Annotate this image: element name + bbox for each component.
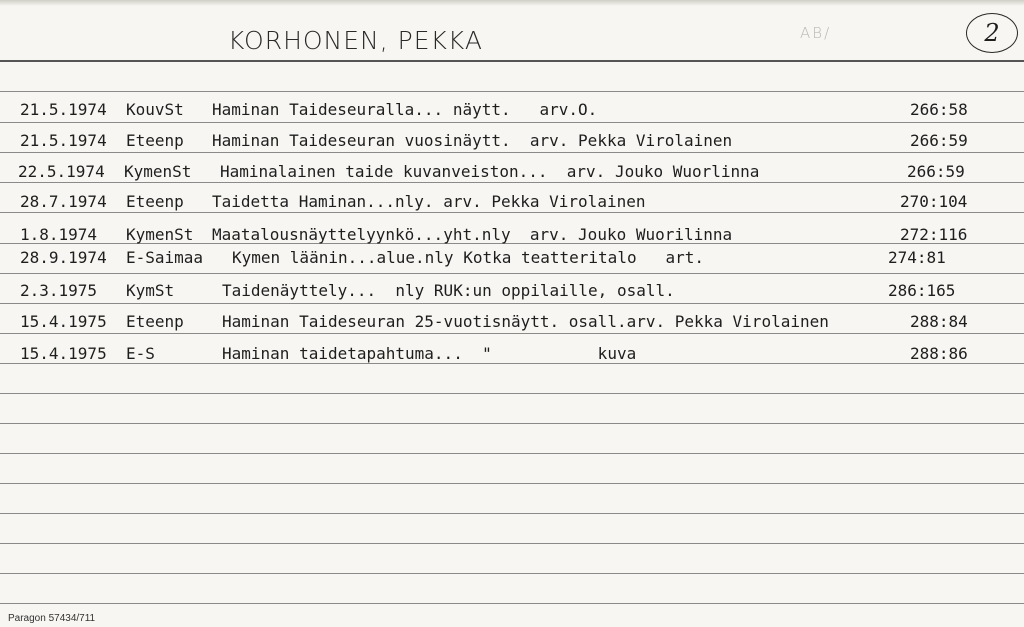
entry-ref: 272:116 — [900, 225, 968, 244]
entry-text: Taidetta Haminan...nly. arv. Pekka Virolainen — [212, 192, 646, 211]
ruled-line — [0, 122, 1024, 123]
ruled-line — [0, 603, 1024, 604]
ruled-line — [0, 333, 1024, 334]
entry-date: 15.4.1975 — [20, 312, 107, 331]
entry-source: Eteenp — [126, 192, 184, 211]
entry-source: KouvSt — [126, 100, 184, 119]
entry-ref: 274:81 — [888, 248, 946, 267]
entry-date: 21.5.1974 — [20, 131, 107, 150]
header-rule — [0, 60, 1024, 62]
entry-date: 28.9.1974 — [20, 248, 107, 267]
entry-text: Haminan Taideseuran 25-vuotisnäytt. osall.arv. Pekka Virolainen — [222, 312, 829, 331]
entry-date: 1.8.1974 — [20, 225, 98, 244]
entry-source: KymenSt — [124, 162, 192, 181]
ruled-line — [0, 423, 1024, 424]
card-top-edge — [0, 0, 1024, 6]
entry-ref: 266:59 — [910, 131, 968, 150]
card-title: KORHONEN, PEKKA — [228, 26, 483, 55]
entry-text: Taidenäyttely... nly RUK:un oppilaille, osall. — [222, 281, 675, 300]
entry-ref: 266:59 — [907, 162, 965, 181]
ruled-line — [0, 182, 1024, 183]
printer-mark: Paragon 57434/711 — [8, 613, 96, 624]
entry-source: Eteenp — [126, 131, 184, 150]
ruled-line — [0, 273, 1024, 274]
entry-date: 22.5.1974 — [18, 162, 105, 181]
ruled-line — [0, 393, 1024, 394]
ruled-line — [0, 483, 1024, 484]
entry-ref: 286:165 — [888, 281, 956, 300]
classification-code: AB/ — [800, 24, 832, 42]
entry-source: KymenSt — [126, 225, 194, 244]
ruled-line — [0, 152, 1024, 153]
entry-text: Haminan Taideseuran vuosinäytt. arv. Pekka Virolainen — [212, 131, 733, 150]
entry-source: E-Saimaa — [126, 248, 204, 267]
ruled-line — [0, 453, 1024, 454]
ruled-line — [0, 212, 1024, 213]
entry-text: Haminan taidetapahtuma... " kuva — [222, 344, 637, 363]
entry-text: Kymen läänin...alue.nly Kotka teatteritalo art. — [232, 248, 705, 267]
entry-ref: 288:84 — [910, 312, 968, 331]
entry-text: Maatalousnäyttelyynkö...yht.nly arv. Jouko Wuorilinna — [212, 225, 733, 244]
ruled-line — [0, 543, 1024, 544]
ruled-line — [0, 513, 1024, 514]
entry-text: Haminan Taideseuralla... näytt. arv.O. — [212, 100, 598, 119]
ruled-line — [0, 363, 1024, 364]
entry-date: 2.3.1975 — [20, 281, 98, 300]
entry-source: Eteenp — [126, 312, 184, 331]
entry-ref: 270:104 — [900, 192, 968, 211]
entry-text: Haminalainen taide kuvanveiston... arv. Jouko Wuorlinna — [220, 162, 760, 181]
ruled-line — [0, 303, 1024, 304]
entry-ref: 288:86 — [910, 344, 968, 363]
entry-date: 21.5.1974 — [20, 100, 107, 119]
ruled-line — [0, 573, 1024, 574]
card-number-text: 2 — [984, 19, 1000, 47]
entry-source: E-S — [126, 344, 155, 363]
entry-date: 15.4.1975 — [20, 344, 107, 363]
card-number — [966, 13, 1018, 53]
entry-source: KymSt — [126, 281, 175, 300]
ruled-line — [0, 91, 1024, 92]
entry-ref: 266:58 — [910, 100, 968, 119]
entry-date: 28.7.1974 — [20, 192, 107, 211]
